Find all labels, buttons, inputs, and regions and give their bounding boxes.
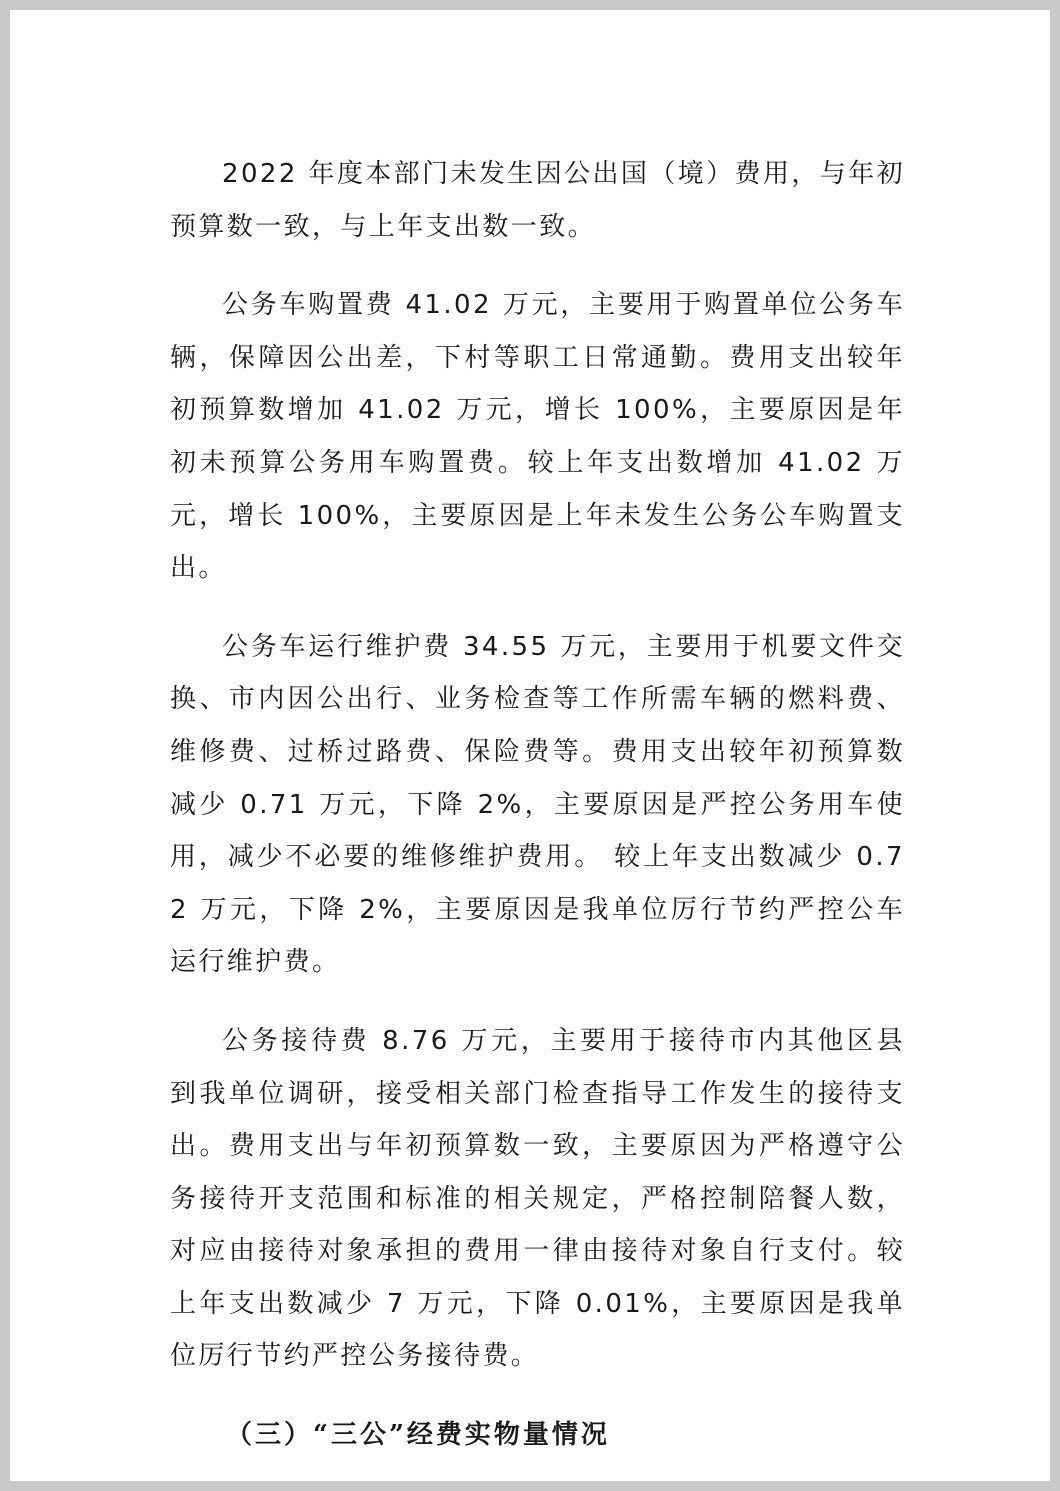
document-body [170, 148, 905, 1462]
paragraph-overseas-expenses: 2022 年度本部门未发生因公出国（境）费用，与年初预算数一致，与上年支出数一致。 [170, 159, 905, 242]
paragraph-vehicle-maintenance: 公务车运行维护费 34.55 万元，主要用于机要文件交换、市内因公出行、业务检查等工作所需车辆的燃料费、维修费、过桥过路费、保险费等。费用支出较年初预算数减少 0.71 万元，下降 2%，主要原因是严控公务用车使用，减少不必要的维修维护费用。 较上年支出数减少 0.72 万元，下降 2%，主要原因是我单位厉行节约严控公车运行维护费。 [170, 631, 905, 978]
paragraph-official-reception: 公务接待费 8.76 万元，主要用于接待市内其他区县到我单位调研，接受相关部门检查指导工作发生的接待支出。费用支出与年初预算数一致，主要原因为严格遵守公务接待开支范围和标准的相关规定，严格控制陪餐人数，对应由接待对象承担的费用一律由接待对象自行支付。较上年支出数减少 7 万元，下降 0.01%，主要原因是我单位厉行节约严控公务接待费。 [170, 1025, 905, 1372]
document-page [10, 10, 1050, 1481]
section-heading: （三）“三公”经费实物量情况 [226, 1420, 610, 1451]
paragraph-vehicle-purchase: 公务车购置费 41.02 万元，主要用于购置单位公务车辆，保障因公出差，下村等职工日常通勤。费用支出较年初预算数增加 41.02 万元，增长 100%，主要原因是年初未预算公务用车购置费。较上年支出数增加 41.02 万元，增长 100%，主要原因是上年未发生公务公车购置支出。 [170, 290, 905, 584]
